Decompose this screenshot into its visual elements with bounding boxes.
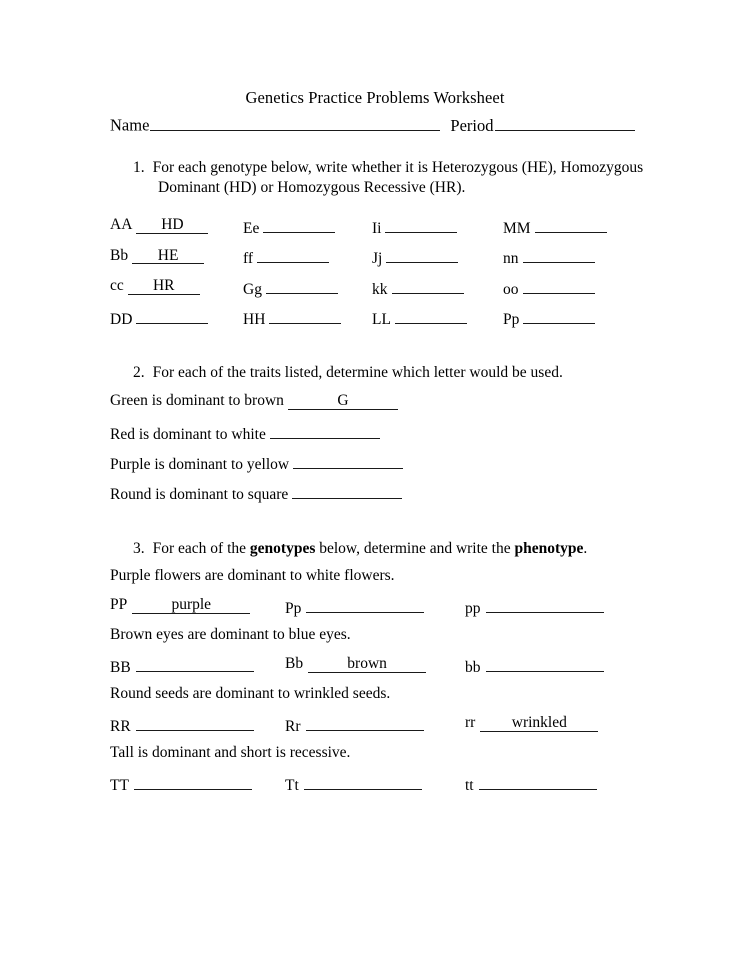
trait-sentence: Tall is dominant and short is recessive.: [110, 744, 351, 761]
genotype-label: ff: [243, 250, 254, 268]
trait-sentence: Round seeds are dominant to wrinkled seeds.: [110, 685, 391, 702]
genotype-cell: [372, 308, 467, 330]
genotype-answer-input[interactable]: HE: [132, 248, 204, 265]
genotype-cell: [372, 216, 457, 238]
genotype-cell: [110, 216, 208, 234]
name-label: Name: [110, 115, 150, 135]
table-row: [110, 277, 645, 308]
genotype-cell: [503, 247, 595, 269]
trait-text: Red is dominant to white: [110, 425, 266, 443]
genotype-answer-input[interactable]: [523, 308, 595, 325]
genotype-answer-input[interactable]: HD: [136, 217, 208, 234]
genotype-cell: [110, 596, 250, 614]
genotype-label: Gg: [243, 280, 262, 298]
genotype-answer-input[interactable]: HR: [128, 278, 200, 295]
phenotype-answer-input[interactable]: [306, 596, 424, 613]
phenotype-answer-input[interactable]: [306, 714, 424, 731]
genotype-label: Bb: [110, 246, 129, 264]
genotype-label: rr: [465, 714, 476, 731]
genotype-answer-input[interactable]: [266, 277, 338, 294]
trait-text: Round is dominant to square: [110, 485, 289, 503]
genotype-label: BB: [110, 658, 131, 676]
question-1-number: 1.: [133, 159, 145, 176]
genotype-cell: [110, 655, 254, 677]
genotype-answer-input[interactable]: [535, 216, 607, 233]
genotype-cell: [243, 308, 341, 330]
genotype-label: AA: [110, 216, 133, 233]
genotype-label: tt: [465, 776, 474, 794]
table-row: [110, 655, 650, 685]
genotype-label: kk: [372, 280, 388, 298]
phenotype-block: [110, 626, 650, 685]
question-1-grid: [110, 216, 645, 338]
trait-answer-input[interactable]: [270, 422, 380, 439]
genotype-label: oo: [503, 280, 519, 298]
genotype-label: TT: [110, 776, 129, 794]
question-3-block-list: [110, 567, 650, 803]
genotype-cell: [503, 308, 595, 330]
genotype-cell: [243, 247, 329, 269]
genotype-answer-input[interactable]: [269, 308, 341, 325]
genotype-answer-input[interactable]: [263, 216, 335, 233]
genotype-label: nn: [503, 250, 519, 268]
genotype-label: pp: [465, 599, 481, 617]
genotype-answer-input[interactable]: [136, 308, 208, 325]
genotype-label: Jj: [372, 250, 383, 268]
genotype-label: Pp: [285, 599, 302, 617]
genotype-label: bb: [465, 658, 481, 676]
genotype-cell: [372, 277, 464, 299]
question-3-prompt-part1: For each of the: [152, 540, 250, 557]
genotype-answer-input[interactable]: [385, 216, 457, 233]
trait-text: Purple is dominant to yellow: [110, 455, 290, 473]
genotype-label: Pp: [503, 311, 520, 329]
genotype-answer-input[interactable]: [523, 247, 595, 264]
genotype-answer-input[interactable]: [523, 277, 595, 294]
question-1-prompt: For each genotype below, write whether it is Heterozygous (HE), Homozygous Dominant (HD) or Homozygous Recessive (HR).: [152, 159, 644, 197]
genotype-cell: [503, 216, 607, 238]
page-title: Genetics Practice Problems Worksheet: [245, 88, 505, 107]
list-item: [110, 452, 650, 482]
trait-answer-input[interactable]: G: [288, 393, 398, 410]
genotype-cell: [110, 773, 252, 795]
genotype-label: Bb: [285, 655, 304, 672]
question-2-heading: [133, 363, 663, 383]
genotype-cell: [285, 773, 422, 795]
genotype-label: cc: [110, 277, 124, 294]
trait-text: Green is dominant to brown: [110, 392, 284, 409]
genotype-label: MM: [503, 219, 531, 237]
genotype-cell: [243, 216, 335, 238]
genotype-cell: [503, 277, 595, 299]
genotype-cell: [465, 773, 597, 795]
list-item: [110, 482, 650, 512]
trait-sentence: Purple flowers are dominant to white flowers.: [110, 567, 395, 584]
genotype-cell: [110, 247, 204, 265]
genotype-label: PP: [110, 596, 128, 613]
genotype-cell: [465, 714, 598, 732]
period-input[interactable]: [495, 114, 635, 131]
genotype-cell: [110, 277, 200, 295]
genotype-label: HH: [243, 311, 266, 329]
phenotype-answer-input[interactable]: [136, 714, 254, 731]
genotype-answer-input[interactable]: [386, 247, 458, 264]
table-row: [110, 714, 650, 744]
genotype-cell: [285, 596, 424, 618]
phenotype-answer-input[interactable]: brown: [308, 656, 426, 673]
name-period-row: [110, 114, 650, 136]
genotype-cell: [243, 277, 338, 299]
phenotype-answer-input[interactable]: [134, 773, 252, 790]
question-2-trait-list: [110, 392, 650, 512]
question-2-number: 2.: [133, 364, 145, 381]
genotype-answer-input[interactable]: [395, 308, 467, 325]
genotype-label: RR: [110, 717, 131, 735]
trait-answer-input[interactable]: [293, 452, 403, 469]
question-3-number: 3.: [133, 540, 145, 557]
table-row: [110, 596, 650, 626]
phenotype-answer-input[interactable]: [479, 773, 597, 790]
trait-answer-input[interactable]: [292, 482, 402, 499]
genotype-label: Ee: [243, 219, 260, 237]
table-row: [110, 247, 645, 278]
genotype-answer-input[interactable]: [257, 247, 329, 264]
genotype-cell: [110, 308, 208, 330]
genotype-cell: [465, 596, 604, 618]
genotype-label: LL: [372, 311, 391, 329]
genotype-cell: [285, 655, 426, 673]
genotype-cell: [372, 247, 458, 269]
genotype-cell: [465, 655, 604, 677]
genotype-label: DD: [110, 311, 133, 329]
question-3-prompt-phenotype: phenotype: [514, 540, 584, 557]
genotype-answer-input[interactable]: [392, 277, 464, 294]
name-input[interactable]: [150, 114, 440, 131]
genotype-cell: [285, 714, 424, 736]
period-label: Period: [450, 115, 494, 135]
phenotype-answer-input[interactable]: [486, 655, 604, 672]
phenotype-answer-input[interactable]: wrinkled: [480, 715, 598, 732]
genotype-cell: [110, 714, 254, 736]
question-3-prompt-genotypes: genotypes: [249, 540, 316, 557]
phenotype-answer-input[interactable]: [486, 596, 604, 613]
table-row: [110, 308, 645, 339]
phenotype-answer-input[interactable]: purple: [132, 597, 250, 614]
table-row: [110, 216, 645, 247]
phenotype-block: [110, 744, 650, 803]
question-3-prompt-part3: .: [583, 540, 588, 557]
phenotype-answer-input[interactable]: [136, 655, 254, 672]
phenotype-block: [110, 567, 650, 626]
question-1-heading: [133, 158, 658, 199]
question-2-prompt: For each of the traits listed, determine which letter would be used.: [152, 364, 563, 381]
phenotype-answer-input[interactable]: [304, 773, 422, 790]
list-item: [110, 392, 650, 422]
genotype-label: Tt: [285, 776, 299, 794]
genotype-label: Rr: [285, 717, 301, 735]
list-item: [110, 422, 650, 452]
question-3-prompt-part2: below, determine and write the: [315, 540, 515, 557]
trait-sentence: Brown eyes are dominant to blue eyes.: [110, 626, 351, 643]
question-3-heading: [133, 539, 668, 559]
genotype-label: Ii: [372, 219, 382, 237]
phenotype-block: [110, 685, 650, 744]
table-row: [110, 773, 650, 803]
